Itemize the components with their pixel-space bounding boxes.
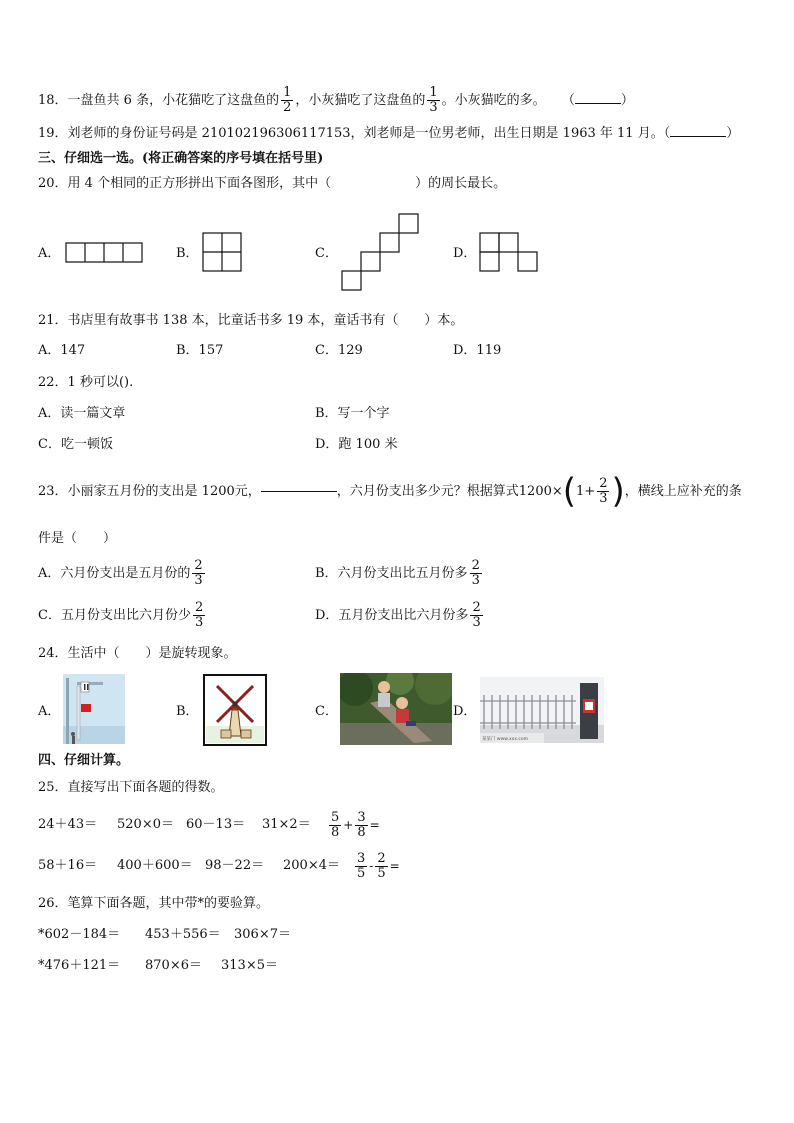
q22-option-a[interactable]: A．读一篇文章 — [38, 406, 126, 421]
q25-row1-item-1[interactable]: 24＋43＝ — [38, 817, 98, 832]
q25-row2-item-3[interactable]: 98－22＝ — [205, 858, 265, 873]
q23-option-a[interactable]: A．六月份支出是五月份的 $\frac{2}{3}$ — [38, 558, 203, 588]
question-24: 24．生活中（ ）是旋转现象。 — [38, 646, 237, 661]
q23-suffix: ，横线上应补充的条 — [624, 484, 742, 499]
q23-prefix: 23．小丽家五月份的支出是 1200元， — [38, 484, 261, 499]
q26-row1-item-1[interactable]: *602－184＝ — [38, 927, 121, 942]
q25-row1-item-2[interactable]: 520×0＝ — [117, 817, 174, 832]
fraction-one-third: $\frac{1}{3}$ — [429, 85, 438, 115]
q25-row1-item-4[interactable]: 31×2＝ — [262, 817, 311, 832]
q21-option-c[interactable]: C．129 — [315, 343, 363, 358]
q24-option-d-label[interactable]: D． — [453, 704, 477, 719]
q26-row1-item-3[interactable]: 306×7＝ — [234, 927, 291, 942]
q25-row2-fraction-diff[interactable]: $\frac{3}{5}$ - $\frac{2}{5}$ = — [357, 851, 400, 881]
gate-photo-caption: 某某门 www.xxx.com — [482, 737, 529, 742]
q25-row2-item-1[interactable]: 58＋16＝ — [38, 858, 98, 873]
q20-prefix: 20．用 4 个相同的正方形拼出下面各图形，其中（ — [38, 176, 332, 191]
q21-option-a[interactable]: A．147 — [38, 343, 86, 358]
flag-raising-photo — [63, 674, 125, 744]
q23-answer-blank[interactable] — [261, 491, 337, 492]
q23-option-b[interactable]: B．六月份支出比五月份多 $\frac{2}{3}$ — [315, 558, 480, 588]
q24-option-c-label[interactable]: C． — [315, 704, 338, 719]
q20-suffix: ）的周长最长。 — [415, 176, 507, 191]
q18-suffix: 。小灰猫吃的多。 — [441, 93, 546, 108]
q19-text: 19．刘老师的身份证号码是 210102196306117153，刘老师是一位男老师，出生日期是 1963 年 11 月。（ — [38, 126, 671, 141]
q25-row2-item-2[interactable]: 400＋600＝ — [117, 858, 193, 873]
q22-option-b[interactable]: B．写一个字 — [315, 406, 390, 421]
children-slide-photo — [340, 673, 452, 745]
q23-line-2: 件是（ ） — [38, 531, 117, 546]
q22-option-c[interactable]: C．吃一顿饭 — [38, 437, 113, 452]
retractable-gate-photo — [480, 677, 604, 743]
windmill-picture — [203, 674, 267, 746]
q23-formula: 1200×(1+ $\frac{2}{3}$ ) — [518, 471, 625, 512]
q21-option-d[interactable]: D．119 — [453, 343, 502, 358]
shape-d-tetromino — [479, 232, 541, 272]
q24-option-a-label[interactable]: A． — [38, 704, 61, 719]
q19-answer-blank[interactable] — [670, 136, 726, 137]
q23-middle: ，六月份支出多少元？根据算式 — [336, 484, 519, 499]
shape-b-square-grid — [202, 232, 242, 272]
q20-option-b-label[interactable]: B． — [176, 246, 199, 261]
q26-row2-item-1[interactable]: *476＋121＝ — [38, 958, 121, 973]
question-19: 19．刘老师的身份证号码是 210102196306117153，刘老师是一位男老师，出生日期是 1963 年 11 月。（ ） — [38, 126, 740, 141]
q22-option-d[interactable]: D．跑 100 米 — [315, 437, 398, 452]
fraction-one-half: $\frac{1}{2}$ — [283, 85, 292, 115]
q26-row1-item-2[interactable]: 453＋556＝ — [145, 927, 221, 942]
q25-row1-fraction-sum[interactable]: $\frac{5}{8}$ + $\frac{3}{8}$ = — [331, 810, 380, 840]
q26-row2-item-3[interactable]: 313×5＝ — [221, 958, 278, 973]
q24-option-b-label[interactable]: B． — [176, 704, 199, 719]
q25-row2-item-4[interactable]: 200×4＝ — [283, 858, 340, 873]
shape-c-staircase — [341, 213, 421, 293]
q20-option-d-label[interactable]: D． — [453, 246, 477, 261]
question-22: 22．1 秒可以(). — [38, 375, 134, 390]
question-25: 25．直接写出下面各题的得数。 — [38, 780, 224, 795]
q18-prefix: 18．一盘鱼共 6 条，小花猫吃了这盘鱼的 — [38, 93, 280, 108]
section-3-heading: 三、仔细选一选。(将正确答案的序号填在括号里) — [38, 151, 324, 166]
q18-middle: ，小灰猫吃了这盘鱼的 — [295, 93, 426, 108]
question-18 — [38, 86, 634, 115]
question-23 — [38, 472, 742, 512]
q25-row1-item-3[interactable]: 60－13＝ — [186, 817, 246, 832]
question-26: 26．笔算下面各题，其中带*的要验算。 — [38, 896, 270, 911]
q26-row2-item-2[interactable]: 870×6＝ — [145, 958, 202, 973]
q18-answer-paren[interactable]: （ ） — [561, 93, 634, 108]
q21-option-b[interactable]: B．157 — [176, 343, 224, 358]
shape-a-row-of-squares — [65, 242, 143, 264]
question-20 — [38, 174, 506, 194]
section-4-heading: 四、仔细计算。 — [38, 753, 130, 768]
q20-option-a-label[interactable]: A． — [38, 246, 61, 261]
q23-option-c[interactable]: C．五月份支出比六月份少 $\frac{2}{3}$ — [38, 600, 204, 630]
question-21: 21．书店里有故事书 138 本，比童话书多 19 本，童话书有（ ）本。 — [38, 313, 464, 328]
q20-option-c-label[interactable]: C． — [315, 246, 338, 261]
q23-option-d[interactable]: D．五月份支出比六月份多 $\frac{2}{3}$ — [315, 600, 481, 630]
